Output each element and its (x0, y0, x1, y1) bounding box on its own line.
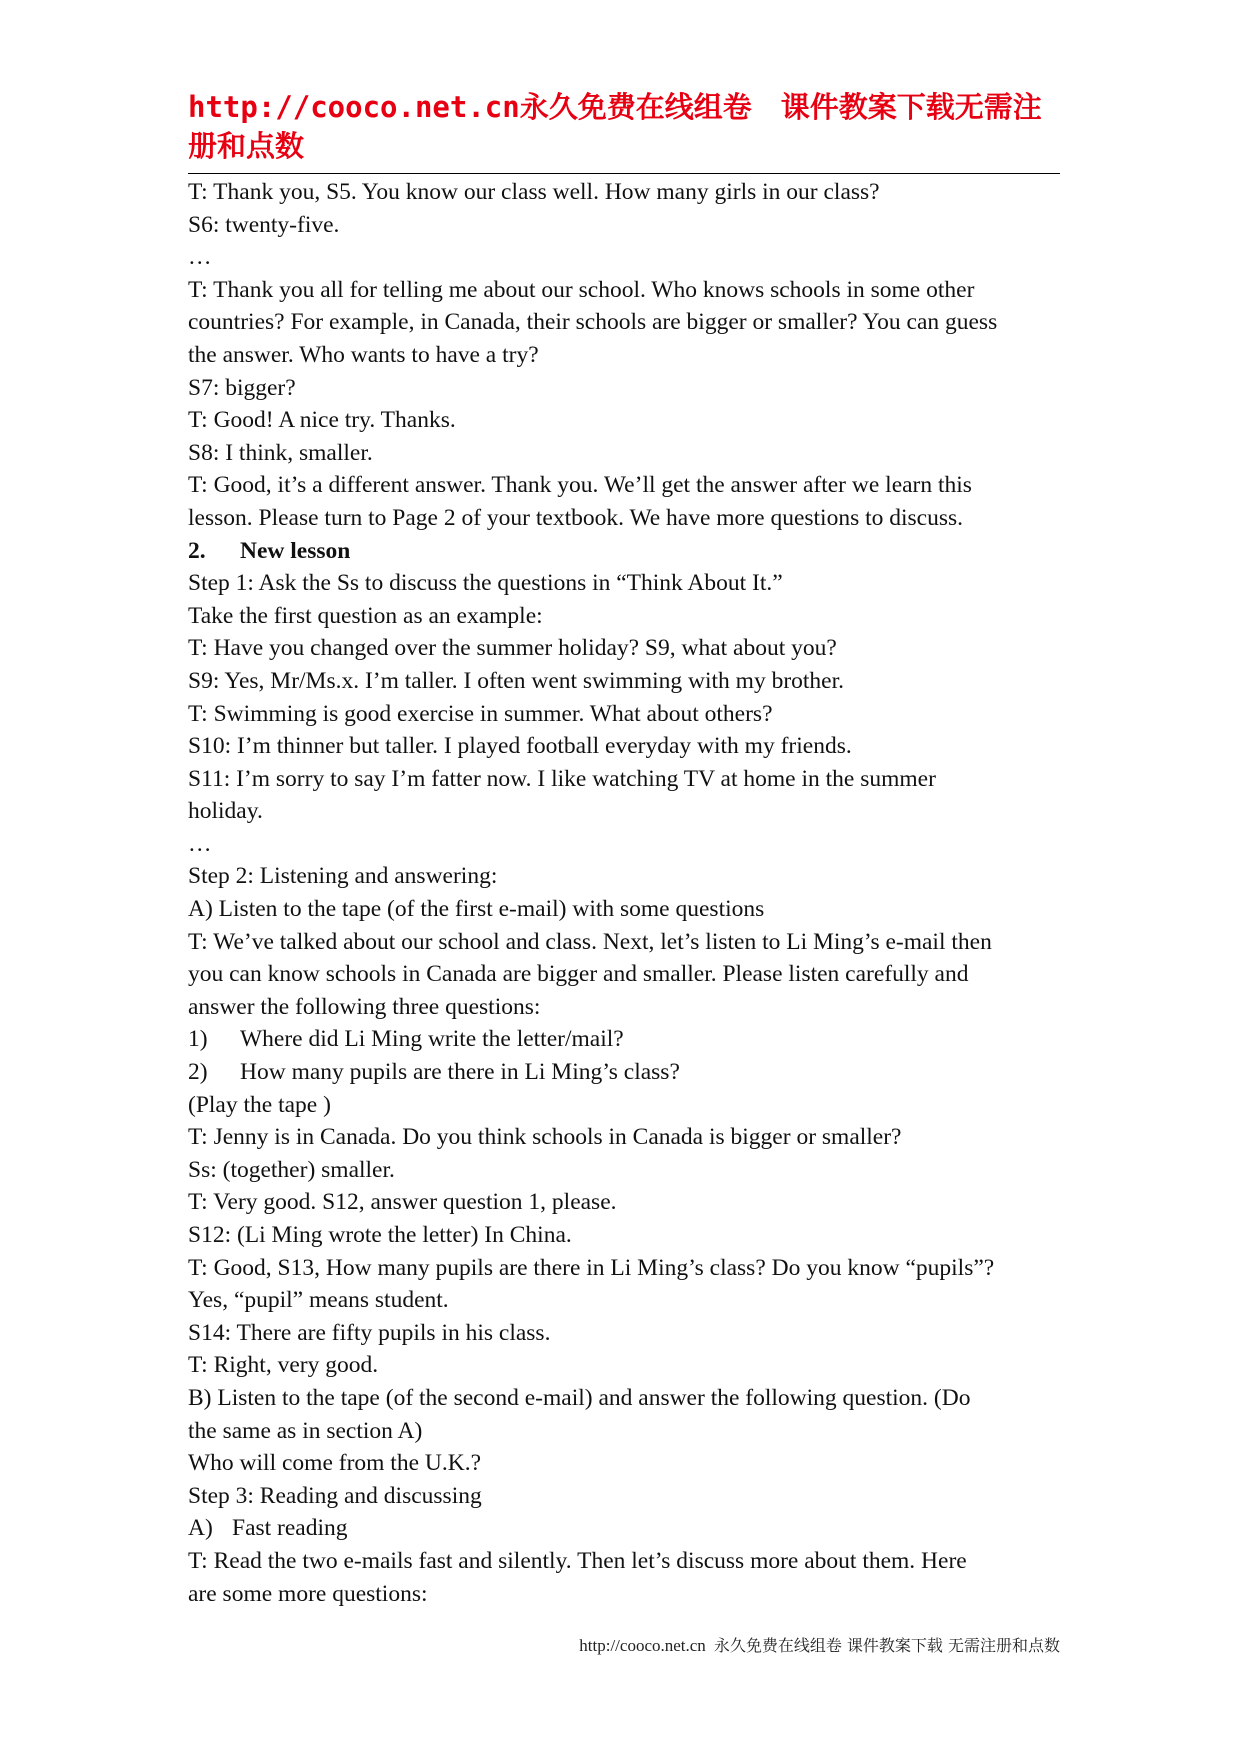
text-line: B) Listen to the tape (of the second e-mail) and answer the following question. (Do (188, 1384, 971, 1411)
text-line: T: Good! A nice try. Thanks. (188, 407, 456, 434)
text-line: S12: (Li Ming wrote the letter) In China. (188, 1222, 572, 1248)
text-line: S9: Yes, Mr/Ms.x. I’m taller. I often went swimming with my brother. (188, 667, 845, 694)
text-line: … (188, 244, 212, 271)
item-label: A) (188, 1515, 213, 1542)
text-line: T: Jenny is in Canada. Do you think schools in Canada is bigger or smaller? (188, 1124, 902, 1151)
section-heading-new-lesson (188, 535, 1060, 568)
text-line: S8: I think, smaller. (188, 439, 373, 466)
question-item (188, 1056, 1060, 1089)
question-text: Where did Li Ming write the letter/mail? (240, 1026, 624, 1053)
footer-url: http://cooco.net.cn (579, 1636, 706, 1655)
text-line: holiday. (188, 798, 263, 825)
text-line: S14: There are fifty pupils in his class. (188, 1319, 551, 1346)
fast-reading-item (188, 1512, 1060, 1545)
text-line: Step 2: Listening and answering: (188, 863, 498, 890)
text-line: T: Very good. S12, answer question 1, please. (188, 1189, 617, 1216)
text-line: S6: twenty-five. (188, 211, 340, 238)
text-line: T: Swimming is good exercise in summer. What about others? (188, 700, 773, 727)
text-line: Ss: (together) smaller. (188, 1156, 395, 1183)
item-text: Fast reading (232, 1515, 348, 1542)
section-title: New lesson (240, 537, 351, 564)
header-divider (188, 173, 1060, 174)
text-line: T: Good, it’s a different answer. Thank you. We’ll get the answer after we learn this (188, 472, 972, 499)
text-line: the answer. Who wants to have a try? (188, 341, 539, 368)
footer-text: 永久免费在线组卷 课件教案下载 无需注册和点数 (713, 1636, 1060, 1655)
text-line: T: Read the two e-mails fast and silently. Then let’s discuss more about them. Here (188, 1547, 967, 1574)
text-line: Step 3: Reading and discussing (188, 1482, 482, 1509)
page-footer (579, 1633, 1060, 1656)
text-line: T: Thank you all for telling me about our school. Who knows schools in some other (188, 276, 975, 303)
text-line: (Play the tape ) (188, 1091, 331, 1118)
header-line-2: 册和点数 (188, 129, 305, 163)
text-line: Yes, “pupil” means student. (188, 1287, 449, 1314)
text-line: the same as in section A) (188, 1417, 423, 1444)
text-line: T: Right, very good. (188, 1352, 379, 1379)
text-line: Step 1: Ask the Ss to discuss the questions in “Think About It.” (188, 570, 783, 597)
text-line: S10: I’m thinner but taller. I played football everyday with my friends. (188, 733, 852, 760)
text-line: S11: I’m sorry to say I’m fatter now. I like watching TV at home in the summer (188, 765, 936, 792)
question-text: How many pupils are there in Li Ming’s class? (240, 1059, 680, 1086)
text-line: T: Good, S13, How many pupils are there in Li Ming’s class? Do you know “pupils”? (188, 1254, 995, 1281)
text-line: Who will come from the U.K.? (188, 1450, 482, 1477)
header-line-1: http://cooco.net.cn永久免费在线组卷 课件教案下载无需注 (188, 90, 1042, 124)
text-line: countries? For example, in Canada, their schools are bigger or smaller? You can guess (188, 309, 998, 336)
page-header (188, 88, 1060, 166)
question-number: 2) (188, 1059, 208, 1086)
text-line: you can know schools in Canada are bigger and smaller. Please listen carefully and (188, 961, 969, 988)
text-line: S7: bigger? (188, 374, 296, 401)
text-line: are some more questions: (188, 1580, 428, 1607)
text-line: T: Thank you, S5. You know our class well. How many girls in our class? (188, 179, 880, 205)
text-line: … (188, 830, 212, 857)
section-number: 2. (188, 537, 206, 564)
text-line: Take the first question as an example: (188, 602, 543, 629)
text-line: A) Listen to the tape (of the first e-mail) with some questions (188, 896, 765, 923)
text-line: answer the following three questions: (188, 993, 541, 1020)
text-line: T: We’ve talked about our school and class. Next, let’s listen to Li Ming’s e-mail then (188, 928, 992, 955)
text-line: T: Have you changed over the summer holiday? S9, what about you? (188, 635, 837, 662)
document-body (188, 176, 1060, 1610)
question-number: 1) (188, 1026, 208, 1053)
text-line: lesson. Please turn to Page 2 of your textbook. We have more questions to discuss. (188, 504, 964, 531)
question-item (188, 1023, 1060, 1056)
